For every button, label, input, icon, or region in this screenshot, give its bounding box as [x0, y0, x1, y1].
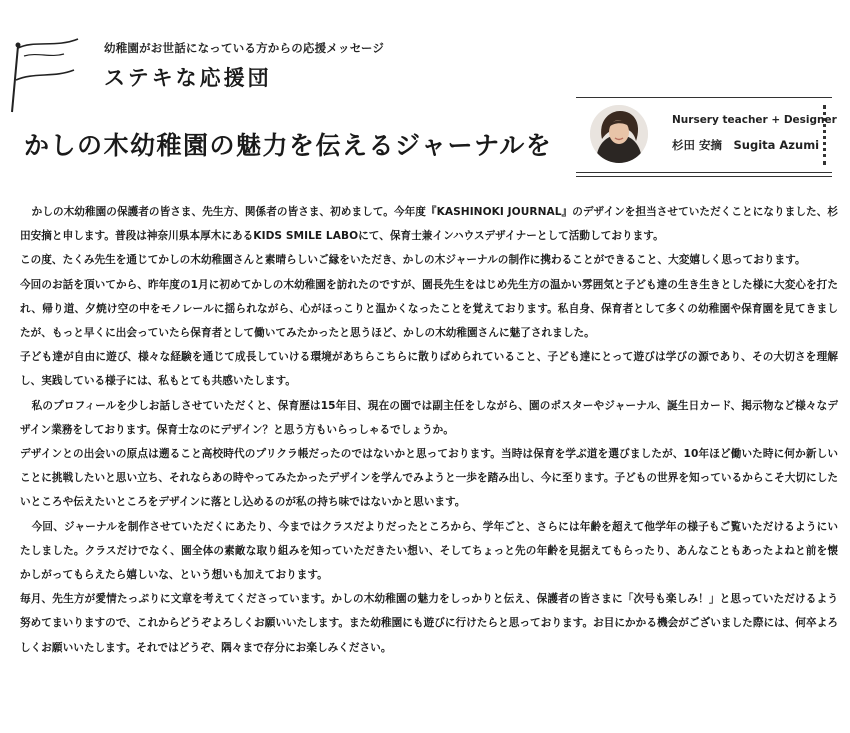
person-portrait-icon [590, 105, 648, 163]
card-bottom-rule [576, 172, 832, 173]
card-bottom-rule-double [576, 176, 832, 177]
body-paragraph-8: 毎月、先生方が愛情たっぷりに文章を考えてくださっています。かしの木幼稚園の魅力をしっかりと伝え、保護者の皆さまに「次号も楽しみ！」と思っていただけるよう努めてまいりますので、これからどうぞよろしくお願いいたします。また幼稚園にも遊びに行けたらと思っております。お目にかかる機会がございました際には、何卒よろしくお願いいたします。それではどうぞ、隅々まで存分にお楽しみください。 [20, 593, 838, 654]
body-paragraph-4: 子ども達が自由に遊び、様々な経験を通じて成長していける環境があちらこちらに散りばめられていること、子ども達にとって遊びは学びの源であり、その大切さを理解し、実践している様子には、私もとても共感いたします。 [20, 351, 838, 388]
profile-card [576, 97, 837, 173]
body-paragraph-1: かしの木幼稚園の保護者の皆さま、先生方、関係者の皆さま、初めまして。今年度『KASHINOKI JOURNAL』のデザインを担当させていただくことになりました、杉田安摘と申します。普段は神奈川県本厚木にあるKIDS SMILE LABOにて、保育士兼インハウスデザイナーとして活動しております。 [20, 206, 838, 243]
body-paragraph-6: デザインとの出会いの原点は遡ること高校時代のプリクラ帳だったのではないかと思っております。当時は保育を学ぶ道を選びましたが、10年ほど働いた時に何か新しいことに挑戦したいと思い立ち、それならあの時やってみたかったデザインを学んでみようと一歩を踏み出し、今に至ります。子どもの世界を知っているからこそ大切にしたいところや伝えたいところをデザインに落とし込めるのが私の持ち味ではないかと思います。 [20, 448, 838, 509]
body-paragraph-2: この度、たくみ先生を通じてかしの木幼稚園さんと素晴らしいご縁をいただき、かしの木ジャーナルの制作に携わることができること、大変嬉しく思っております。 [20, 254, 806, 267]
pennant-flag-icon [4, 34, 84, 116]
profile-role: Nursery teacher + Designer [672, 114, 837, 126]
section-title: ステキな応援団 [104, 65, 272, 90]
article-body [20, 200, 838, 660]
body-paragraph-3: 今回のお話を頂いてから、昨年度の1月に初めてかしの木幼稚園を訪れたのですが、園長先生をはじめ先生方の温かい雰囲気と子ども達の生き生きとした様に大変心を打たれ、帰り道、夕焼け空の中をモノレールに揺られながら、心がほっこりと温かくなったことを覚えております。私自身、保育者として多くの幼稚園や保育園を見てきましたが、もっと早くに出会っていたら保育者として働いてみたかったと思うほど、かしの木幼稚園さんに魅了されました。 [20, 278, 838, 340]
avatar [590, 105, 648, 163]
body-paragraph-5: 私のプロフィールを少しお話しさせていただくと、保育歴は15年目、現在の園では副主任をしながら、園のポスターやジャーナル、誕生日カード、掲示物など様々なデザイン業務をしております。保育士なのにデザイン？と思う方もいらっしゃるでしょうか。 [20, 399, 838, 436]
section-kicker: 幼稚園がお世話になっている方からの応援メッセージ [104, 41, 385, 55]
card-top-rule [576, 97, 832, 98]
profile-name: 杉田 安摘 Sugita Azumi [672, 138, 820, 152]
article-headline: かしの木幼稚園の魅力を伝えるジャーナルを [24, 131, 553, 160]
body-paragraph-7: 今回、ジャーナルを制作させていただくにあたり、今まではクラスだよりだったところから、学年ごと、さらには年齢を超えて他学年の様子もご覧いただけるようにいたしました。クラスだけでなく、園全体の素敵な取り組みを知っていただきたい想い、そしてちょっと先の年齢を見据えてもらったり、あんなこともあったよねと前を懐かしがってもらえたら嬉しいな、という想いも加えております。 [20, 520, 838, 582]
